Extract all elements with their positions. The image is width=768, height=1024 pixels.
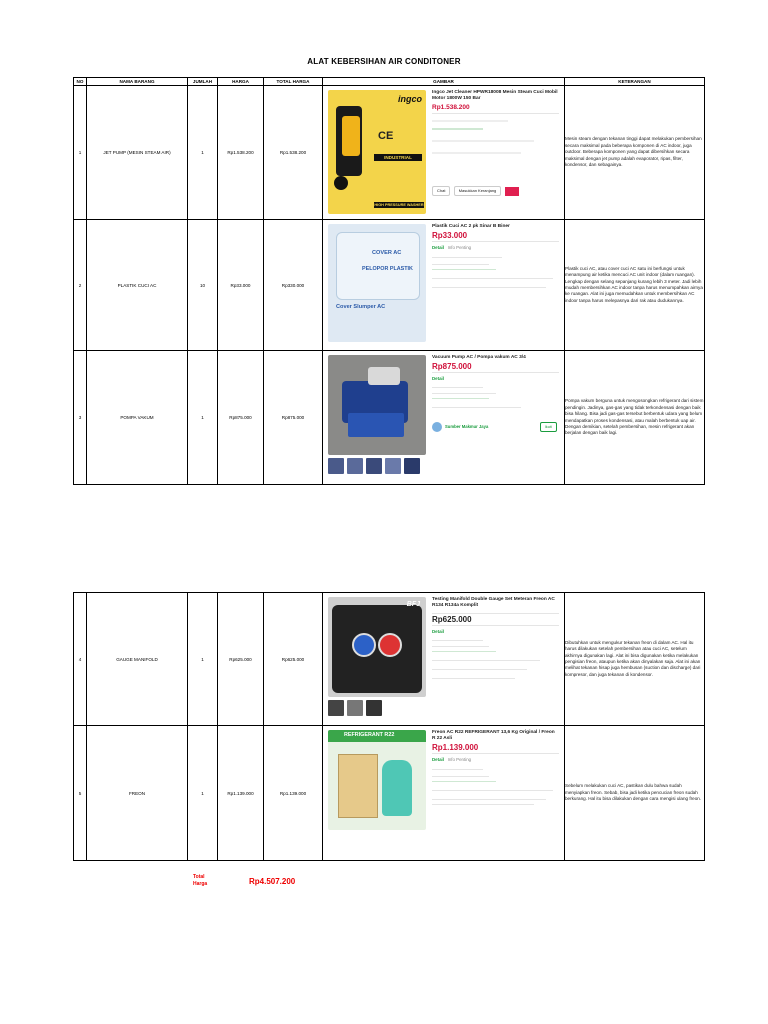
- product-price: Rp625.000: [432, 614, 472, 624]
- detail-line: [432, 387, 483, 388]
- thumbnail[interactable]: [347, 700, 363, 716]
- detail-line: [432, 257, 502, 258]
- brand-logo: BFJ: [406, 601, 420, 608]
- thumbnail[interactable]: [404, 458, 420, 474]
- tab-info-penting[interactable]: Info Penting: [447, 245, 472, 251]
- divider: [432, 372, 559, 373]
- row-total: Rp1.538.200: [264, 86, 323, 220]
- table-row: [74, 726, 705, 861]
- row-harga: Rp1.538.200: [218, 86, 264, 220]
- product-tabs: [432, 245, 559, 251]
- refrigerant-tank: [382, 760, 412, 816]
- tool-case: [332, 605, 422, 693]
- detail-line: [432, 646, 489, 647]
- row-jumlah: 1: [188, 86, 218, 220]
- row-harga: Rp1.139.000: [218, 726, 264, 861]
- tab-detail[interactable]: Detail: [432, 376, 444, 382]
- brand-logo: ingco: [398, 94, 422, 104]
- header-jumlah: JUMLAH: [188, 78, 218, 86]
- buy-button[interactable]: [505, 187, 519, 196]
- product-price: Rp1.139.000: [432, 742, 479, 752]
- detail-line: [432, 264, 489, 265]
- product-price: Rp875.000: [432, 361, 472, 371]
- detail-line: [432, 776, 489, 777]
- table-row: [74, 220, 705, 351]
- gauge-red-icon: [378, 633, 402, 657]
- row-total: Rp1.139.000: [264, 726, 323, 861]
- pump-motor: [368, 367, 400, 385]
- thumbnail[interactable]: [328, 458, 344, 474]
- detail-line: [432, 278, 553, 279]
- document-title: ALAT KEBERSIHAN AIR CONDITONER: [307, 57, 461, 66]
- product-name: Plastik Cuci AC 2 pk Sinar B Biner: [432, 224, 510, 229]
- row-no: 2: [74, 220, 87, 351]
- product-name: Ingco Jet Cleaner HPWR18008 Mesin Steam Cuci Mobil Motor 1800W 150 Bar: [432, 90, 558, 101]
- pump-box: [348, 413, 404, 437]
- row-harga: Rp625.000: [218, 593, 264, 726]
- row-no: 1: [74, 86, 87, 220]
- thumbnail[interactable]: [366, 458, 382, 474]
- product-tabs: [432, 757, 559, 763]
- row-no: 4: [74, 593, 87, 726]
- detail-line: [432, 269, 496, 270]
- row-no: 5: [74, 726, 87, 861]
- row-gambar: [323, 220, 565, 351]
- detail-line: [432, 790, 553, 791]
- follow-button[interactable]: Ikuti: [540, 422, 557, 432]
- detail-line: [432, 393, 496, 394]
- detail-line: [432, 407, 521, 408]
- washer-panel: [342, 116, 360, 156]
- detail-line: [432, 678, 515, 679]
- product-info: [432, 730, 559, 809]
- thumbnail[interactable]: [366, 700, 382, 716]
- row-nama: GAUGE MANIFOLD: [87, 593, 188, 726]
- table-row: [74, 351, 705, 485]
- divider: [432, 753, 559, 754]
- row-nama: JET PUMP (MESIN STEAM AIR): [87, 86, 188, 220]
- row-keterangan: Mesin steam dengan tekanan tinggi dapat melakukan pembersihan secara maksimal pada beberapa komponen di AC indoor, juga outdoor. Beberapa komponen yang dapat dibersihkan secara maksimal dengan jet pump adalah evaporator, ripas, filter, kondensor, dan sebagainya.: [565, 86, 705, 220]
- chat-button[interactable]: Chat: [432, 186, 450, 196]
- ce-mark-icon: CE: [378, 130, 394, 142]
- header-total: TOTAL HARGA: [264, 78, 323, 86]
- product-screenshot: [324, 727, 563, 859]
- row-nama: PLASTIK CUCI AC: [87, 220, 188, 351]
- product-image: [328, 597, 426, 697]
- header-gambar: GAMBAR: [323, 78, 565, 86]
- gauge-blue-icon: [352, 633, 376, 657]
- product-price: Rp1.538.200: [432, 103, 470, 111]
- row-total: Rp330.000: [264, 220, 323, 351]
- seller-avatar: [432, 422, 442, 432]
- product-name: Vacuum Pump AC / Pompa vakum AC 3/4: [432, 355, 526, 360]
- total-label-line2: Harga: [193, 881, 208, 887]
- items-table-page-1: [73, 77, 705, 485]
- detail-line: [432, 669, 527, 670]
- table-row: [74, 86, 705, 220]
- detail-line: [432, 799, 546, 800]
- product-name: Testing Manifold Double Gauge Set Meteran Freon AC R134 R134a Komplit: [432, 597, 555, 608]
- tab-detail[interactable]: Detail: [432, 629, 444, 635]
- detail-line: [432, 287, 546, 288]
- product-screenshot: [324, 87, 563, 218]
- header-harga: HARGA: [218, 78, 264, 86]
- row-jumlah: 1: [188, 593, 218, 726]
- product-price: Rp33.000: [432, 230, 468, 240]
- total-label-line1: Total: [193, 874, 205, 880]
- product-info: [432, 224, 559, 292]
- thumbnail[interactable]: [328, 700, 344, 716]
- row-no: 3: [74, 351, 87, 485]
- header-no: NO: [74, 78, 87, 86]
- row-keterangan: Sebelum melakukan cuci AC, pastikan dulu bahwa sudah menyiapkan freon. Sebab, bisa jadi ketika pencucian freon sudah berkurang. Hal itu bisa dilakukan dengan cara mengisi ulang freon.: [565, 726, 705, 861]
- divider: [432, 625, 559, 626]
- product-image: [328, 90, 426, 214]
- product-image: [328, 224, 426, 342]
- detail-line: [432, 152, 521, 154]
- seller-name[interactable]: Sumber Makmur Jaya: [445, 424, 489, 430]
- items-table-page-2: [73, 592, 705, 861]
- product-info: [432, 355, 559, 432]
- industrial-label: INDUSTRIAL: [374, 154, 422, 161]
- detail-line: [432, 651, 496, 652]
- total-value: Rp4.507.200: [249, 877, 296, 886]
- total-label: [193, 874, 207, 888]
- row-keterangan: Plastik cuci AC, atau cover cuci AC satu ini berfungsi untuk menampung air ketika mencuci AC unit indoor (dalam ruangan). Lengkap dengan selang sepanjang kurang lebih 3 meter. Jadi lebih mudah membersihkan AC indoor tanpa harus menumpahkan airnya ke ruangan. Alat ini juga memudahkan untuk membersihkan AC indoor tanpa harus melepasnya dari rak atau dudukannya.: [565, 220, 705, 351]
- detail-line: [432, 660, 540, 661]
- detail-line: [432, 640, 483, 641]
- row-gambar: [323, 351, 565, 485]
- product-info: [432, 597, 559, 687]
- row-jumlah: 1: [188, 726, 218, 861]
- detail-line: [432, 781, 496, 782]
- product-info: [432, 90, 559, 196]
- divider: [432, 113, 559, 114]
- row-gambar: [323, 86, 565, 220]
- detail-line: [432, 769, 483, 770]
- row-harga: Rp33.000: [218, 220, 264, 351]
- detail-line: [432, 120, 508, 122]
- row-total: Rp625.000: [264, 593, 323, 726]
- row-harga: Rp875.000: [218, 351, 264, 485]
- brand-label: PELOPOR PLASTIK: [362, 266, 413, 272]
- product-details-placeholder: [432, 120, 559, 170]
- product-image: [328, 730, 426, 830]
- washer-label: HIGH PRESSURE WASHER: [374, 203, 424, 207]
- table-header-row: [74, 78, 705, 86]
- cover-label: COVER AC: [372, 250, 402, 256]
- product-box: [338, 754, 378, 818]
- row-nama: POMPA VAKUM: [87, 351, 188, 485]
- thumbnail[interactable]: [385, 458, 401, 474]
- divider: [432, 613, 559, 614]
- row-jumlah: 1: [188, 351, 218, 485]
- row-total: Rp875.000: [264, 351, 323, 485]
- header-keterangan: KETERANGAN: [565, 78, 705, 86]
- product-screenshot: [324, 594, 563, 724]
- detail-line: [432, 804, 534, 805]
- thumbnail[interactable]: [347, 458, 363, 474]
- slumper-label: Cover Slumper AC: [336, 304, 386, 310]
- divider: [432, 241, 559, 242]
- tab-detail[interactable]: Detail: [432, 245, 444, 251]
- add-to-cart-button[interactable]: Masukkan Keranjang: [454, 186, 502, 196]
- wheel-icon: [334, 176, 348, 190]
- detail-line: [432, 128, 483, 130]
- action-buttons: [432, 186, 559, 196]
- product-image: [328, 355, 426, 455]
- row-keterangan: Pompa vakum berguna untuk mengosongkan refrigerant dari sistem pendingin. Jadinya, gas-gas yang tidak terkondensasi dengan baik bisa hilang. Bisa jadi gas-gas tersebut berbentuk udara yang belum mendapatkan proses kondensasi, atau malah berbentuk uap air. Dengan demikian, setelah pembersihan, mesin refrigerant akan berjalan dengan baik lagi.: [565, 351, 705, 485]
- row-jumlah: 10: [188, 220, 218, 351]
- product-screenshot: [324, 221, 563, 349]
- refrigerant-label: REFRIGERANT R22: [344, 732, 395, 738]
- table-row: [74, 593, 705, 726]
- thumbnail-strip: [328, 700, 382, 716]
- row-gambar: [323, 593, 565, 726]
- row-nama: FREON: [87, 726, 188, 861]
- thumbnail-strip: [328, 458, 420, 474]
- row-keterangan: Dibutuhkan untuk mengukur tekanan freon di dalam AC. Hal itu harus dilakukan setelah pembersihan atau cuci AC, setelum akhirnya digunakan lagi. Alat ini bisa digunakan ketika melakukan pengisian freon, ataupun ketika akan dinyalakan saja. Alat ini akan melihat tekanan hisap juga hembusan (suction dan discharge) dari kompresor, dan juga tekanan di kondensor.: [565, 593, 705, 726]
- seller-block: [432, 422, 559, 432]
- product-name: Freon AC R22 REFRIGERANT 13,6 Kg Original / Freon R 22 Asli: [432, 730, 555, 741]
- row-gambar: [323, 726, 565, 861]
- tab-detail[interactable]: Detail: [432, 757, 444, 763]
- detail-line: [432, 398, 489, 399]
- tab-info-penting[interactable]: Info Penting: [447, 757, 472, 763]
- product-screenshot: [324, 352, 563, 483]
- detail-line: [432, 140, 534, 142]
- header-nama: NAMA BARANG: [87, 78, 188, 86]
